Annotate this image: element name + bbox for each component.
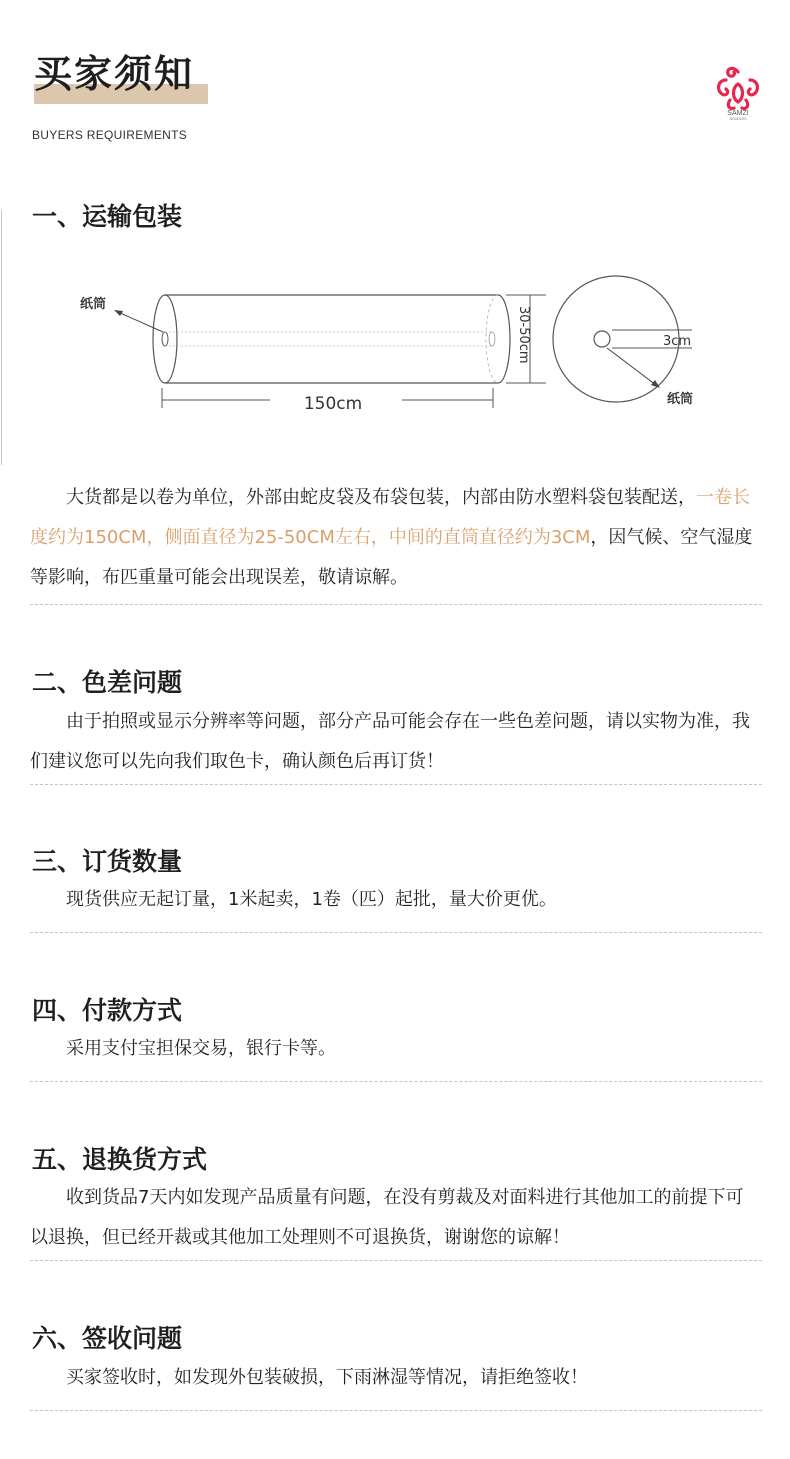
section-text-quantity: 现货供应无起订量，1米起卖，1卷（匹）起批，量大价更优。 [66, 889, 557, 910]
section-text-color: 由于拍照或显示分辨率等问题，部分产品可能会存在一些色差问题，请以实物为准，我们建议您可以先向我们取色卡，确认颜色后再订货！ [30, 711, 750, 772]
divider [30, 1260, 762, 1261]
left-edge-line [1, 210, 2, 465]
section-text-shipping [30, 478, 760, 598]
section-heading-shipping: 一、运输包装 [32, 202, 183, 231]
page-title: 买家须知 [34, 52, 195, 96]
divider [30, 604, 762, 605]
shipping-text-b: ，因气候、空气湿度等影响，布匹重量可能会出现误差，敬请谅解。 [30, 527, 753, 588]
logo-subtext: NOODLES [729, 117, 747, 120]
label-tube-left: 纸筒 [80, 297, 107, 312]
section-heading-returns: 五、退换货方式 [32, 1145, 208, 1174]
section-text-payment: 采用支付宝担保交易，银行卡等。 [66, 1038, 336, 1059]
shipping-text-highlight: 一卷长度约为150CM，侧面直径为25-50CM左右，中间的直筒直径约为3CM [30, 487, 750, 548]
section-heading-payment: 四、付款方式 [32, 996, 183, 1025]
label-diameter: 30-50cm [516, 306, 531, 364]
divider [30, 784, 762, 785]
section-text-receipt: 买家签收时，如发现外包装破损，下雨淋湿等情况，请拒绝签收！ [66, 1367, 588, 1388]
label-core: 3cm [663, 334, 692, 349]
section-text-returns: 收到货品7天内如发现产品质量有问题，在没有剪裁及对面料进行其他加工的前提下可以退换，但已经开裁或其他加工处理则不可退换货，谢谢您的谅解！ [30, 1187, 744, 1248]
logo-wordmark: SAMZI [727, 110, 749, 117]
shipping-text-a: 大货都是以卷为单位，外部由蛇皮袋及布袋包装，内部由防水塑料袋包装配送， [66, 487, 696, 508]
label-tube-right: 纸筒 [667, 392, 694, 407]
brand-logo [712, 62, 764, 120]
divider [30, 932, 762, 933]
section-heading-color: 二、色差问题 [32, 668, 183, 697]
section-heading-quantity: 三、订货数量 [32, 847, 183, 876]
divider [30, 1410, 762, 1411]
label-length: 150cm [303, 394, 363, 414]
roll-dimension-diagram [60, 270, 740, 430]
section-heading-receipt: 六、签收问题 [32, 1324, 183, 1353]
divider [30, 1081, 762, 1082]
page-subtitle: BUYERS REQUIREMENTS [32, 128, 188, 142]
